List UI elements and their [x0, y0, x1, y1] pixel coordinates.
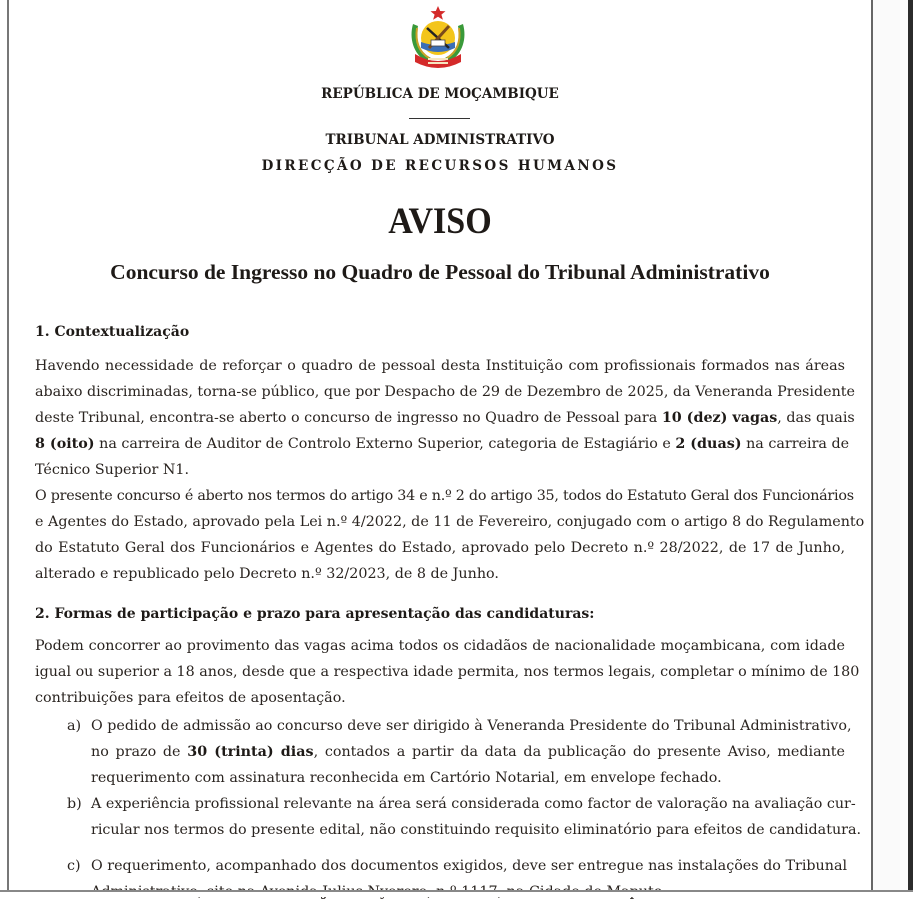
section-1-line: abaixo discriminadas, torna-se público, que por Despacho de 29 de Dezembro de 2025, da Veneranda Presidente [35, 384, 855, 400]
vacancies-count: 10 (dez) vagas [661, 410, 778, 426]
section-1-line: Técnico Superior N1. [35, 462, 189, 478]
section-1-line: alterado e republicado pelo Decreto n.º 32/2023, de 8 de Junho. [35, 566, 499, 582]
technician-vacancies: 2 (duas) [675, 436, 742, 452]
list-marker: b) [67, 796, 82, 812]
header-divider [409, 118, 470, 119]
section-1-line [35, 436, 850, 452]
text-run: , das quais [777, 410, 855, 426]
section-1-line: do Estatuto Geral dos Funcionários e Agentes do Estado, aprovado pelo Decreto n.º 28/2022, de 17 de Junho, [35, 540, 845, 556]
auditor-vacancies: 8 (oito) [35, 436, 95, 452]
list-item-line: ricular nos termos do presente edital, não constituindo requisito eliminatório para efeitos de candidatura. [91, 822, 862, 838]
country-name: REPÚBLICA DE MOÇAMBIQUE [321, 86, 559, 102]
text-run: deste Tribunal, encontra-se aberto o concurso de ingresso no Quadro de Pessoal para [35, 410, 662, 426]
list-item-line: O pedido de admissão ao concurso deve ser dirigido à Veneranda Presidente do Tribunal Administrativo, [91, 718, 852, 734]
document-subtitle: Concurso de Ingresso no Quadro de Pessoal do Tribunal Administrativo [110, 260, 770, 284]
section-1-line: Havendo necessidade de reforçar o quadro de pessoal desta Instituição com profissionais formados nas áreas [35, 358, 845, 374]
section-1-line: O presente concurso é aberto nos termos do artigo 34 e n.º 2 do artigo 35, todos do Estatuto Geral dos Funcionários [35, 488, 854, 504]
text-run: no prazo de [91, 744, 188, 760]
section-1-line [35, 410, 855, 426]
deadline-days: 30 (trinta) dias [187, 744, 314, 760]
document-title: AVISO [388, 201, 492, 242]
list-item-line [91, 744, 845, 760]
text-run: na carreira de [741, 436, 850, 452]
list-item-line: A experiência profissional relevante na área será considerada como factor de valoração na avaliação cur- [91, 796, 856, 812]
page-gap [0, 892, 913, 897]
text-run: na carreira de Auditor de Controlo Externo Superior, categoria de Estagiário e [94, 436, 676, 452]
list-marker: a) [67, 718, 82, 734]
section-2-line: igual ou superior a 18 anos, desde que a respectiva idade permita, nos termos legais, completar o mínimo de 180 [35, 664, 860, 680]
section-2-line: Podem concorrer ao provimento das vagas acima todos os cidadãos de nacionalidade moçambicana, com idade [35, 638, 845, 654]
section-2-heading: 2. Formas de participação e prazo para apresentação das candidaturas: [35, 606, 595, 622]
mozambique-coat-of-arms-icon [405, 2, 471, 72]
list-marker: c) [67, 858, 81, 874]
department-name: DIRECÇÃO DE RECURSOS HUMANOS [261, 158, 619, 174]
list-item-line: requerimento com assinatura reconhecida em Cartório Notarial, em envelope fechado. [91, 770, 722, 786]
section-2-line: contribuições para efeitos de aposentação. [35, 690, 346, 706]
institution-name: TRIBUNAL ADMINISTRATIVO [325, 132, 555, 148]
section-1-heading: 1. Contextualização [35, 324, 190, 340]
cut-off-line-container [0, 878, 913, 890]
vertical-scrollbar[interactable] [908, 0, 913, 890]
text-run: , contados a partir da data da publicação do presente Aviso, mediante [313, 744, 846, 760]
section-1-line: e Agentes do Estado, aprovado pela Lei n.º 4/2022, de 11 de Fevereiro, conjugado com o artigo 8 do Regulamento [35, 514, 865, 530]
list-item-line: O requerimento, acompanhado dos documentos exigidos, deve ser entregue nas instalações do Tribunal [91, 858, 848, 874]
